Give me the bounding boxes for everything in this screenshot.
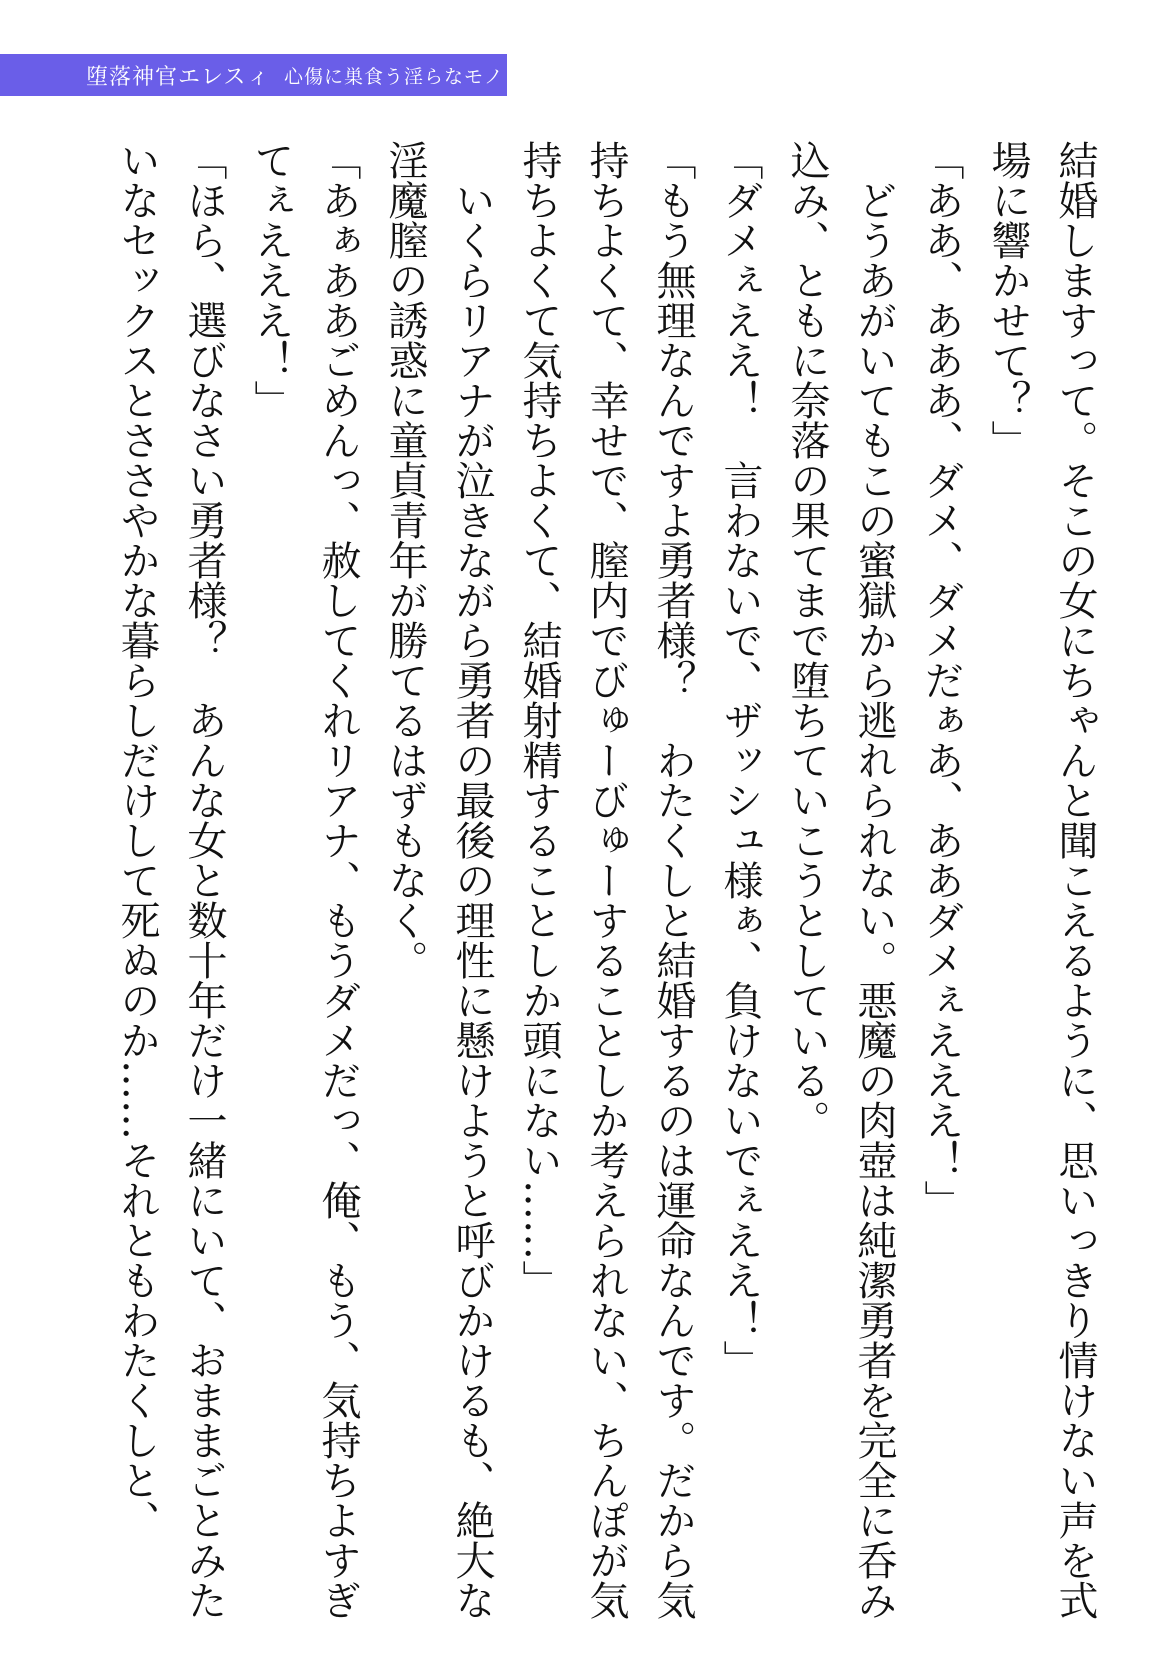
paragraph: 「ああ、あああ、ダメ、ダメだぁあ、ああダメぇえええ！」 bbox=[918, 140, 964, 1220]
paragraph: 「あぁああごめんっ、赦してくれリアナ、もうダメだっ、俺、もう、気持ちよすぎてぇえええ！」 bbox=[248, 140, 361, 1620]
paragraph: 「ほら、選びなさい勇者様？ あんな女と数十年だけ一緒にいて、おままごとみたいなセックスとささやかな暮らしだけして死ぬのか……それともわたくしと、 bbox=[114, 140, 227, 1620]
paragraph: 「もう無理なんですよ勇者様？ わたくしと結婚するのは運命なんです。だから気持ちよくて、幸せで、膣内でびゅーびゅーすることしか考えられない、ちんぽが気持ちよくて気持ちよくて、結婚射精することしか頭にない……」 bbox=[516, 140, 696, 1620]
paragraph: 結婚しますって。そこの女にちゃんと聞こえるように、思いっきり情けない声を式場に響かせて？」 bbox=[985, 140, 1098, 1620]
running-header bbox=[0, 54, 507, 96]
paragraph: いくらリアナが泣きながら勇者の最後の理性に懸けようと呼びかけるも、絶大な淫魔膣の誘惑に童貞青年が勝てるはずもなく。 bbox=[382, 140, 495, 1620]
book-subtitle: 心傷に巣食う淫らなモノ bbox=[284, 65, 504, 88]
vertical-text-body bbox=[48, 140, 1108, 1630]
paragraph: どうあがいてもこの蜜獄から逃れられない。悪魔の肉壺は純潔勇者を完全に呑み込み、ともに奈落の果てまで堕ちていこうとしている。 bbox=[784, 140, 897, 1620]
paragraph: 「ダメぇええ！ 言わないで、ザッシュ様ぁ、負けないでぇええ！」 bbox=[717, 140, 763, 1380]
book-title: 堕落神官エレスィ bbox=[86, 64, 271, 90]
